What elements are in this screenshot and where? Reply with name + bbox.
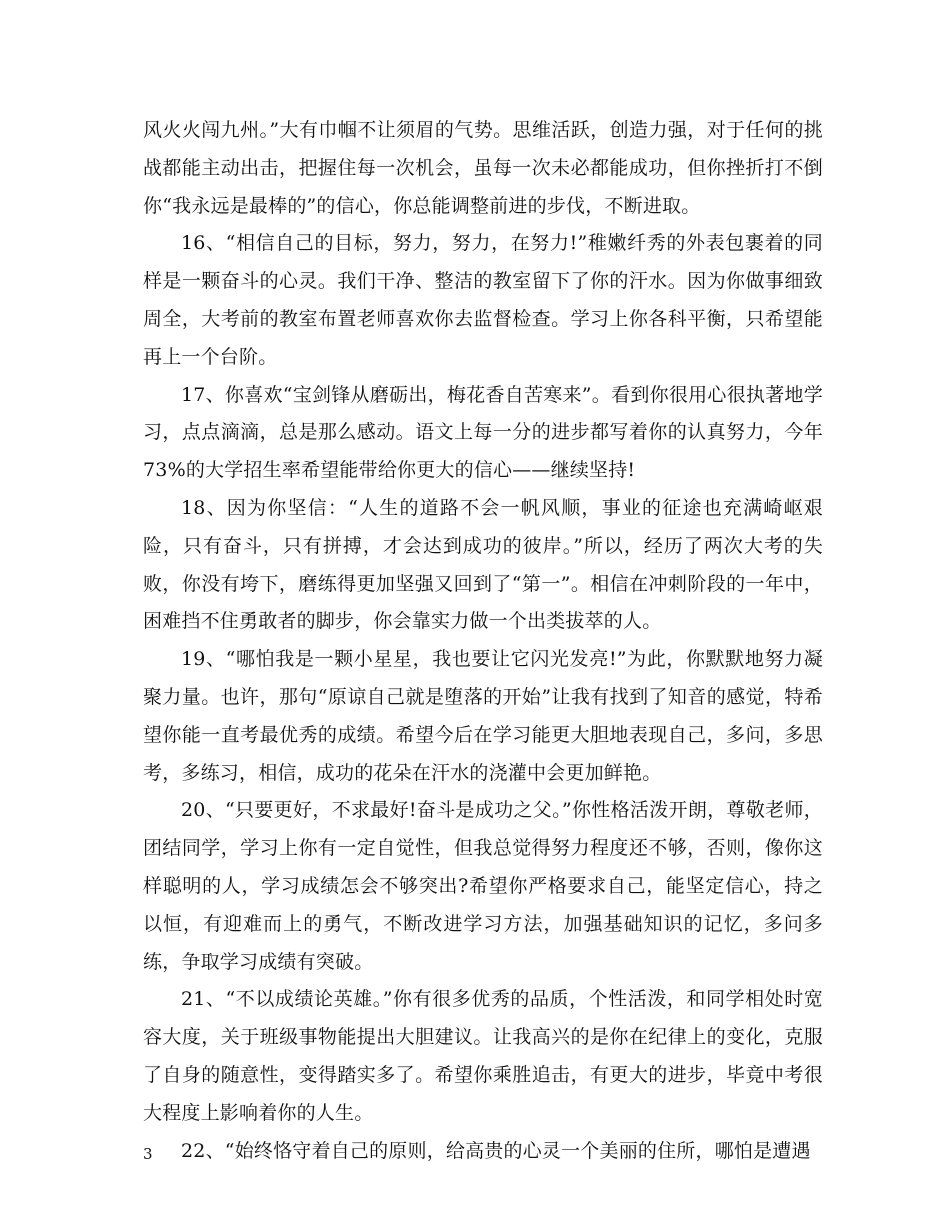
page-number: 3 (143, 1145, 153, 1163)
page-content (143, 112, 823, 1170)
paragraph-16: 16、“相信自己的目标，努力，努力，在努力!”稚嫩纤秀的外表包裹着的同样是一颗奋斗的心灵。我们干净、整洁的教室留下了你的汗水。因为你做事细致周全，大考前的教室布置老师喜欢你去监督检查。学习上你各科平衡，只希望能再上一个台阶。 (143, 232, 823, 368)
paragraph-21: 21、“不以成绩论英雄。”你有很多优秀的品质，个性活泼，和同学相处时宽容大度，关于班级事物能提出大胆建议。让我高兴的是你在纪律上的变化，克服了自身的随意性，变得踏实多了。希望你乘胜追击，有更大的进步，毕竟中考很大程度上影响着你的人生。 (143, 988, 823, 1124)
paragraph-1: 风火火闯九州。”大有巾帼不让须眉的气势。思维活跃，创造力强，对于任何的挑战都能主动出击，把握住每一次机会，虽每一次未必都能成功，但你挫折打不倒你“我永远是最棒的”的信心，你总能调整前进的步伐，不断进取。 (143, 119, 823, 217)
paragraph-20: 20、“只要更好，不求最好!奋斗是成功之父。”你性格活泼开朗，尊敬老师，团结同学，学习上你有一定自觉性，但我总觉得努力程度还不够，否则，像你这样聪明的人，学习成绩怎会不够突出?希望你严格要求自己，能坚定信心，持之以恒，有迎难而上的勇气，不断改进学习方法，加强基础知识的记忆，多问多练，争取学习成绩有突破。 (143, 799, 823, 973)
paragraph-18: 18、因为你坚信：“人生的道路不会一帆风顺，事业的征途也充满崎岖艰险，只有奋斗，只有拼搏，才会达到成功的彼岸。”所以，经历了两次大考的失败，你没有垮下，磨练得更加坚强又回到了“第一”。相信在冲刺阶段的一年中，困难挡不住勇敢者的脚步，你会靠实力做一个出类拔萃的人。 (143, 496, 823, 633)
paragraph-22: 22、“始终恪守着自己的原则，给高贵的心灵一个美丽的住所，哪怕是遭遇 (181, 1139, 811, 1162)
paragraph-19: 19、“哪怕我是一颗小星星，我也要让它闪光发亮!”为此，你默默地努力凝聚力量。也许，那句“原谅自己就是堕落的开始”让我有找到了知音的感觉，特希望你能一直考最优秀的成绩。希望今后在学习能更大胆地表现自己，多问，多思考，多练习，相信，成功的花朵在汗水的浇灌中会更加鲜艳。 (143, 648, 823, 784)
paragraph-17: 17、你喜欢“宝剑锋从磨砺出，梅花香自苦寒来”。看到你很用心很执著地学习，点点滴滴，总是那么感动。语文上每一分的进步都写着你的认真努力，今年73%的大学招生率希望能带给你更大的信心——继续坚持! (143, 383, 823, 482)
